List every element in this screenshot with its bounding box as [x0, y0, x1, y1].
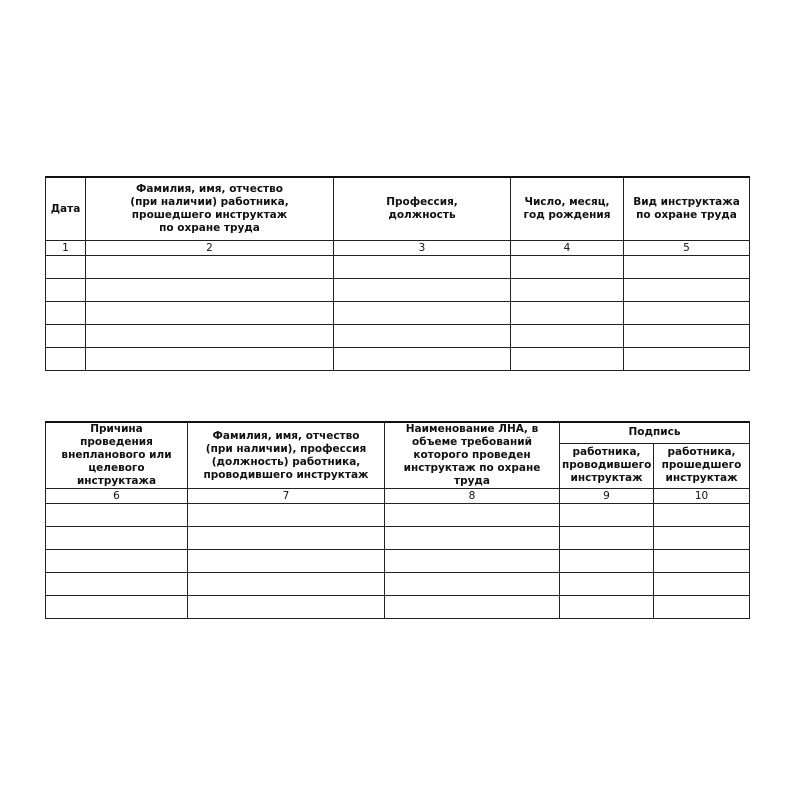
table-row	[46, 573, 750, 596]
empty-cell[interactable]	[334, 302, 511, 325]
table-row	[46, 348, 750, 371]
header-instructor-name: Фамилия, имя, отчество (при наличии), профессия (должность) работника, проводившего инструктаж	[188, 422, 385, 489]
empty-cell[interactable]	[46, 596, 188, 619]
empty-cell[interactable]	[511, 302, 624, 325]
header-row	[46, 422, 750, 443]
empty-cell[interactable]	[334, 325, 511, 348]
empty-cell[interactable]	[654, 527, 750, 550]
empty-cell[interactable]	[86, 256, 334, 279]
empty-cell[interactable]	[511, 325, 624, 348]
column-number-row	[46, 241, 750, 256]
empty-cell[interactable]	[46, 550, 188, 573]
column-number: 10	[654, 489, 750, 504]
empty-cell[interactable]	[624, 279, 750, 302]
empty-cell[interactable]	[654, 550, 750, 573]
table-row	[46, 325, 750, 348]
header-lna-name: Наименование ЛНА, в объеме требований которого проведен инструктаж по охране труда	[385, 422, 560, 489]
empty-cell[interactable]	[188, 550, 385, 573]
instruction-log-table-part-2	[45, 421, 750, 619]
column-number: 1	[46, 241, 86, 256]
empty-cell[interactable]	[188, 596, 385, 619]
empty-cell[interactable]	[188, 573, 385, 596]
column-number: 7	[188, 489, 385, 504]
empty-cell[interactable]	[560, 550, 654, 573]
empty-cell[interactable]	[624, 325, 750, 348]
empty-cell[interactable]	[46, 504, 188, 527]
column-number: 3	[334, 241, 511, 256]
empty-cell[interactable]	[654, 504, 750, 527]
column-number: 4	[511, 241, 624, 256]
empty-cell[interactable]	[86, 348, 334, 371]
empty-cell[interactable]	[511, 256, 624, 279]
table-row	[46, 279, 750, 302]
empty-cell[interactable]	[624, 256, 750, 279]
empty-cell[interactable]	[46, 325, 86, 348]
empty-cell[interactable]	[624, 302, 750, 325]
table-row	[46, 596, 750, 619]
column-number-row	[46, 489, 750, 504]
header-trainee-signature: работника, прошедшего инструктаж	[654, 443, 750, 488]
table-row	[46, 527, 750, 550]
column-number: 2	[86, 241, 334, 256]
empty-cell[interactable]	[86, 279, 334, 302]
empty-cell[interactable]	[334, 279, 511, 302]
empty-cell[interactable]	[511, 279, 624, 302]
empty-cell[interactable]	[46, 279, 86, 302]
empty-cell[interactable]	[624, 348, 750, 371]
empty-cell[interactable]	[385, 573, 560, 596]
empty-cell[interactable]	[385, 504, 560, 527]
header-profession: Профессия, должность	[334, 177, 511, 241]
header-instructor-signature: работника, проводившего инструктаж	[560, 443, 654, 488]
table-row	[46, 302, 750, 325]
header-trainee-name: Фамилия, имя, отчество (при наличии) работника, прошедшего инструктаж по охране труда	[86, 177, 334, 241]
empty-cell[interactable]	[86, 325, 334, 348]
empty-cell[interactable]	[334, 348, 511, 371]
empty-cell[interactable]	[188, 504, 385, 527]
empty-cell[interactable]	[86, 302, 334, 325]
table-row	[46, 550, 750, 573]
empty-cell[interactable]	[654, 573, 750, 596]
empty-cell[interactable]	[46, 348, 86, 371]
header-row	[46, 177, 750, 241]
empty-cell[interactable]	[385, 596, 560, 619]
header-date: Дата	[46, 177, 86, 241]
empty-cell[interactable]	[511, 348, 624, 371]
empty-cell[interactable]	[46, 302, 86, 325]
table-row	[46, 256, 750, 279]
column-number: 5	[624, 241, 750, 256]
empty-cell[interactable]	[385, 550, 560, 573]
column-number: 9	[560, 489, 654, 504]
empty-cell[interactable]	[46, 573, 188, 596]
header-signature: Подпись	[560, 422, 750, 443]
empty-cell[interactable]	[385, 527, 560, 550]
column-number: 6	[46, 489, 188, 504]
empty-cell[interactable]	[560, 596, 654, 619]
header-instruction-type: Вид инструктажа по охране труда	[624, 177, 750, 241]
empty-cell[interactable]	[46, 256, 86, 279]
empty-cell[interactable]	[188, 527, 385, 550]
empty-cell[interactable]	[560, 573, 654, 596]
empty-cell[interactable]	[654, 596, 750, 619]
column-number: 8	[385, 489, 560, 504]
header-birth-date: Число, месяц, год рождения	[511, 177, 624, 241]
instruction-log-table-part-1	[45, 176, 750, 371]
empty-cell[interactable]	[46, 527, 188, 550]
empty-cell[interactable]	[560, 504, 654, 527]
empty-cell[interactable]	[560, 527, 654, 550]
header-unplanned-reason: Причина проведения внепланового или целевого инструктажа	[46, 422, 188, 489]
empty-cell[interactable]	[334, 256, 511, 279]
table-row	[46, 504, 750, 527]
